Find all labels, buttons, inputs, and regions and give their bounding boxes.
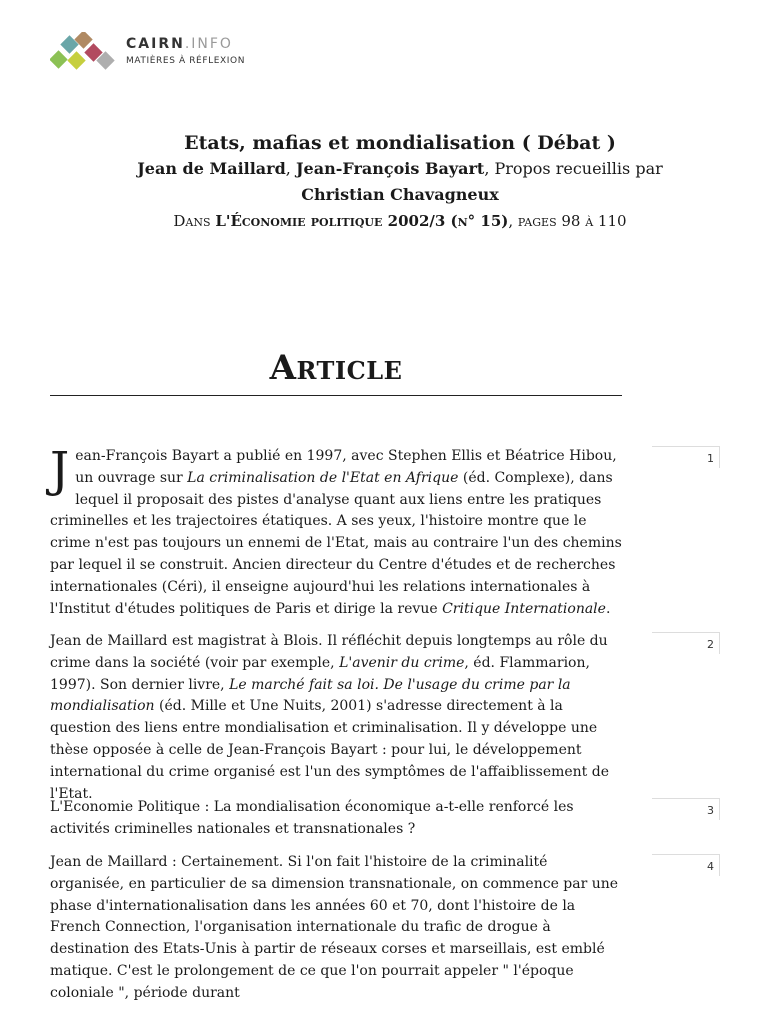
article-header (120, 130, 680, 234)
paragraph-4: Jean de Maillard : Certainement. Si l'on fait l'histoire de la criminalité organisée, en particulier de sa dimension transnationale, on commence par une phase d'internationalisation dans les années 60 et 70, dont l'histoire de la French Connection, l'organisation internationale du trafic de drogue à destination des Etats-Unis à partir de réseaux corses et marseillais, est emblé matique. C'est le prolongement de ce que l'on pourrait appeler " l'époque coloniale ", période durant (50, 854, 619, 1001)
paragraph-number-4[interactable]: 4 (652, 854, 720, 876)
journal-link[interactable]: L'Économie politique 2002/3 (n° 15) (215, 212, 509, 230)
logo-tld: .INFO (184, 36, 233, 52)
paragraph-text: (éd. Mille et Une Nuits, 2001) s'adresse directement à la question des liens entre mondialisation et criminalisation. Il y développe une thèse opposée à celle de Jean-François Bayart : pour lui, le développement international du crime organisé est l'un des symptômes de l'affaiblissement de l'Etat. (50, 698, 610, 802)
paragraph-number-3[interactable]: 3 (652, 798, 720, 820)
book-title: L'avenir du crime (339, 654, 465, 671)
section-divider (50, 395, 622, 396)
paragraph-number-1[interactable]: 1 (652, 446, 720, 468)
paragraph-text: , éd. Flammarion, 1997). Son dernier livre, (50, 654, 590, 693)
cairn-logo-mark-icon (50, 32, 118, 78)
author-link-2[interactable]: Jean-François Bayart (295, 159, 485, 178)
book-title: Le marché fait sa loi. De l'usage du crime par la mondialisation (50, 676, 571, 715)
paragraph-text: ean-François Bayart a publié en 1997, avec Stephen Ellis et Béatrice Hibou, un ouvrage sur (75, 448, 617, 486)
paragraph-1 (50, 442, 622, 620)
logo-name: CAIRN (126, 36, 185, 52)
source-prefix: Dans (173, 212, 216, 230)
cairn-logo[interactable] (50, 32, 270, 78)
author-link-1[interactable]: Jean de Maillard (137, 159, 286, 178)
dropcap: J (50, 442, 70, 498)
paragraph-number-2[interactable]: 2 (652, 632, 720, 654)
author-separator: , (285, 159, 296, 178)
paragraph-3: L'Economie Politique : La mondialisation économique a-t-elle renforcé les activités criminelles nationales et transnationales ? (50, 799, 574, 837)
section-heading: Article (269, 348, 403, 388)
logo-tagline: MATIÈRES À RÉFLEXION (126, 56, 246, 66)
paragraph-text: (éd. Complexe), dans lequel il proposait des pistes d'analyse quant aux liens entre les pratiques criminelles et les trajectoires étatiques. A ses yeux, l'histoire montre que le crime n'est pas toujours un ennemi de l'Etat, mais au contraire l'un des chemins par lequel il se construit. Ancien directeur du Centre d'études et de recherches internationales (Céri), il enseigne aujourd'hui les relations internationales à l'Institut d'études politiques de Paris et dirige la revue (50, 469, 622, 617)
article-authors (120, 156, 680, 208)
logo-wordmark (126, 36, 233, 52)
source-pages: , pages 98 à 110 (508, 212, 627, 230)
paragraph-2 (50, 631, 622, 805)
book-title: La criminalisation de l'Etat en Afrique (187, 469, 459, 486)
article-source (120, 208, 680, 234)
article-title: Etats, mafias et mondialisation ( Débat ) (184, 132, 616, 154)
paragraph-text: . (605, 600, 611, 617)
paragraph-text: Jean de Maillard est magistrat à Blois. Il réfléchit depuis longtemps au rôle du crime dans la société (voir par exemple, (50, 633, 608, 671)
collected-by-text: , Propos recueillis par (484, 159, 663, 178)
journal-title: Critique Internationale (442, 600, 606, 617)
interviewer-link[interactable]: Christian Chavagneux (301, 185, 499, 204)
